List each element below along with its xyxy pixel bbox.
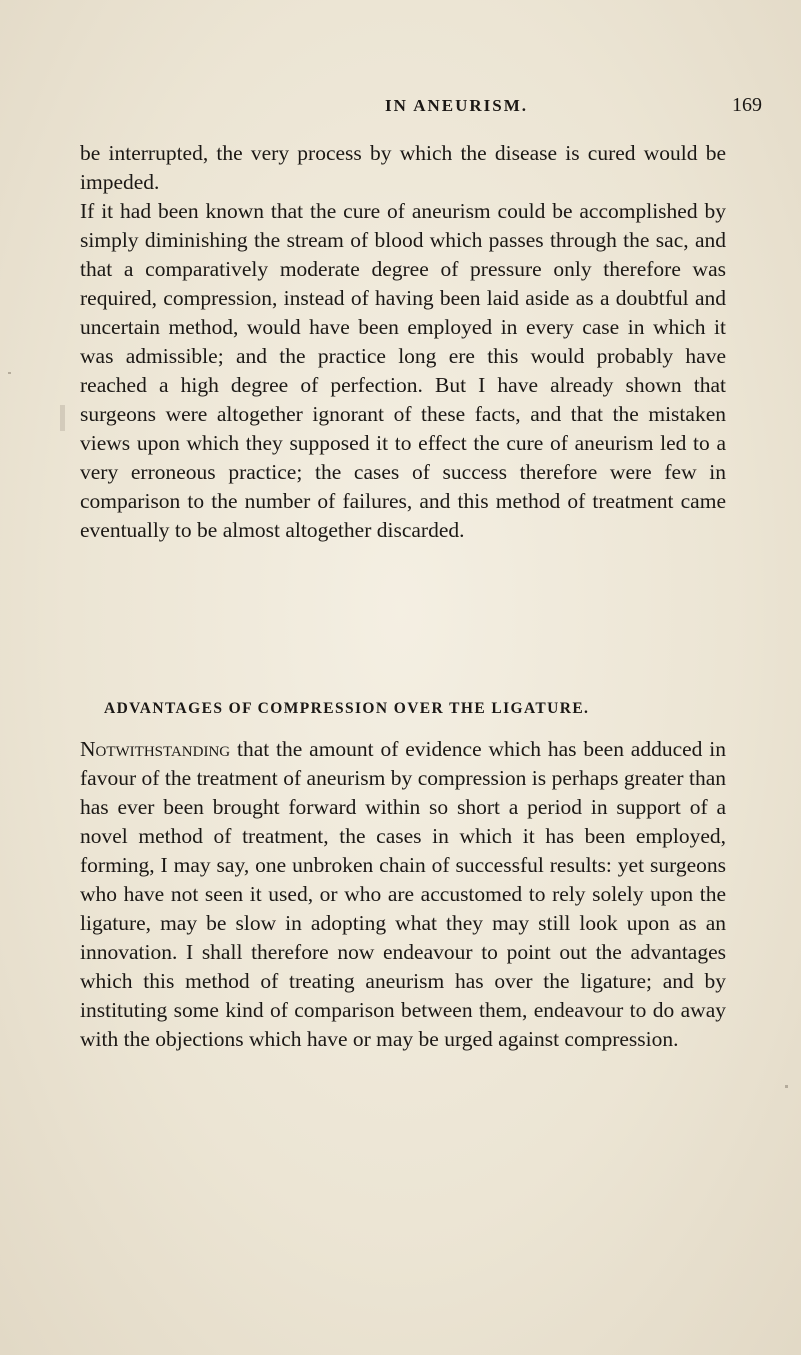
paragraph-advantages (80, 735, 726, 1054)
paragraph-continued: be interrupted, the very process by which the disease is cured would be impeded. (80, 141, 726, 194)
margin-speck (60, 405, 65, 431)
running-head: IN ANEURISM. (385, 96, 529, 115)
paragraph-compression-history-text: If it had been known that the cure of aneurism could be accomplished by simply diminishing the stream of blood which passes through the sac, and that a comparatively moderate degree of pressure only therefore was required, compression, instead of having been laid aside as a doubtful and uncertain method, would have been employed in every case in which it was admissible; and the practice long ere this would probably have reached a high degree of perfection. But I have already shown that surgeons were altogether ignorant of these facts, and that the mistaken views upon which they supposed it to effect the cure of aneurism led to a very erroneous practice; the cases of success therefore were few in comparison to the number of failures, and this method of treatment came eventually to be almost altogether discarded. (80, 199, 726, 542)
margin-speck (8, 372, 11, 374)
page-number: 169 (732, 94, 762, 116)
paragraph-lead-word: Notwithstanding (80, 737, 231, 761)
paragraph-compression-history (80, 197, 726, 545)
margin-speck (785, 1085, 788, 1088)
section-heading: ADVANTAGES OF COMPRESSION OVER THE LIGATURE. (104, 700, 590, 717)
paragraph-advantages-text: that the amount of evidence which has been adduced in favour of the treatment of aneurism by compression is perhaps greater than has ever been brought forward within so short a period in support of a novel method of treatment, the cases in which it has been employed, forming, I may say, one unbroken chain of successful results: yet surgeons who have not seen it used, or who are accustomed to rely solely upon the ligature, may be slow in adopting what they may still look upon as an innovation. I shall therefore now endeavour to point out the advantages which this method of treating aneurism has over the ligature; and by instituting some kind of comparison between them, endeavour to do away with the objections which have or may be urged against compression. (80, 737, 726, 1051)
